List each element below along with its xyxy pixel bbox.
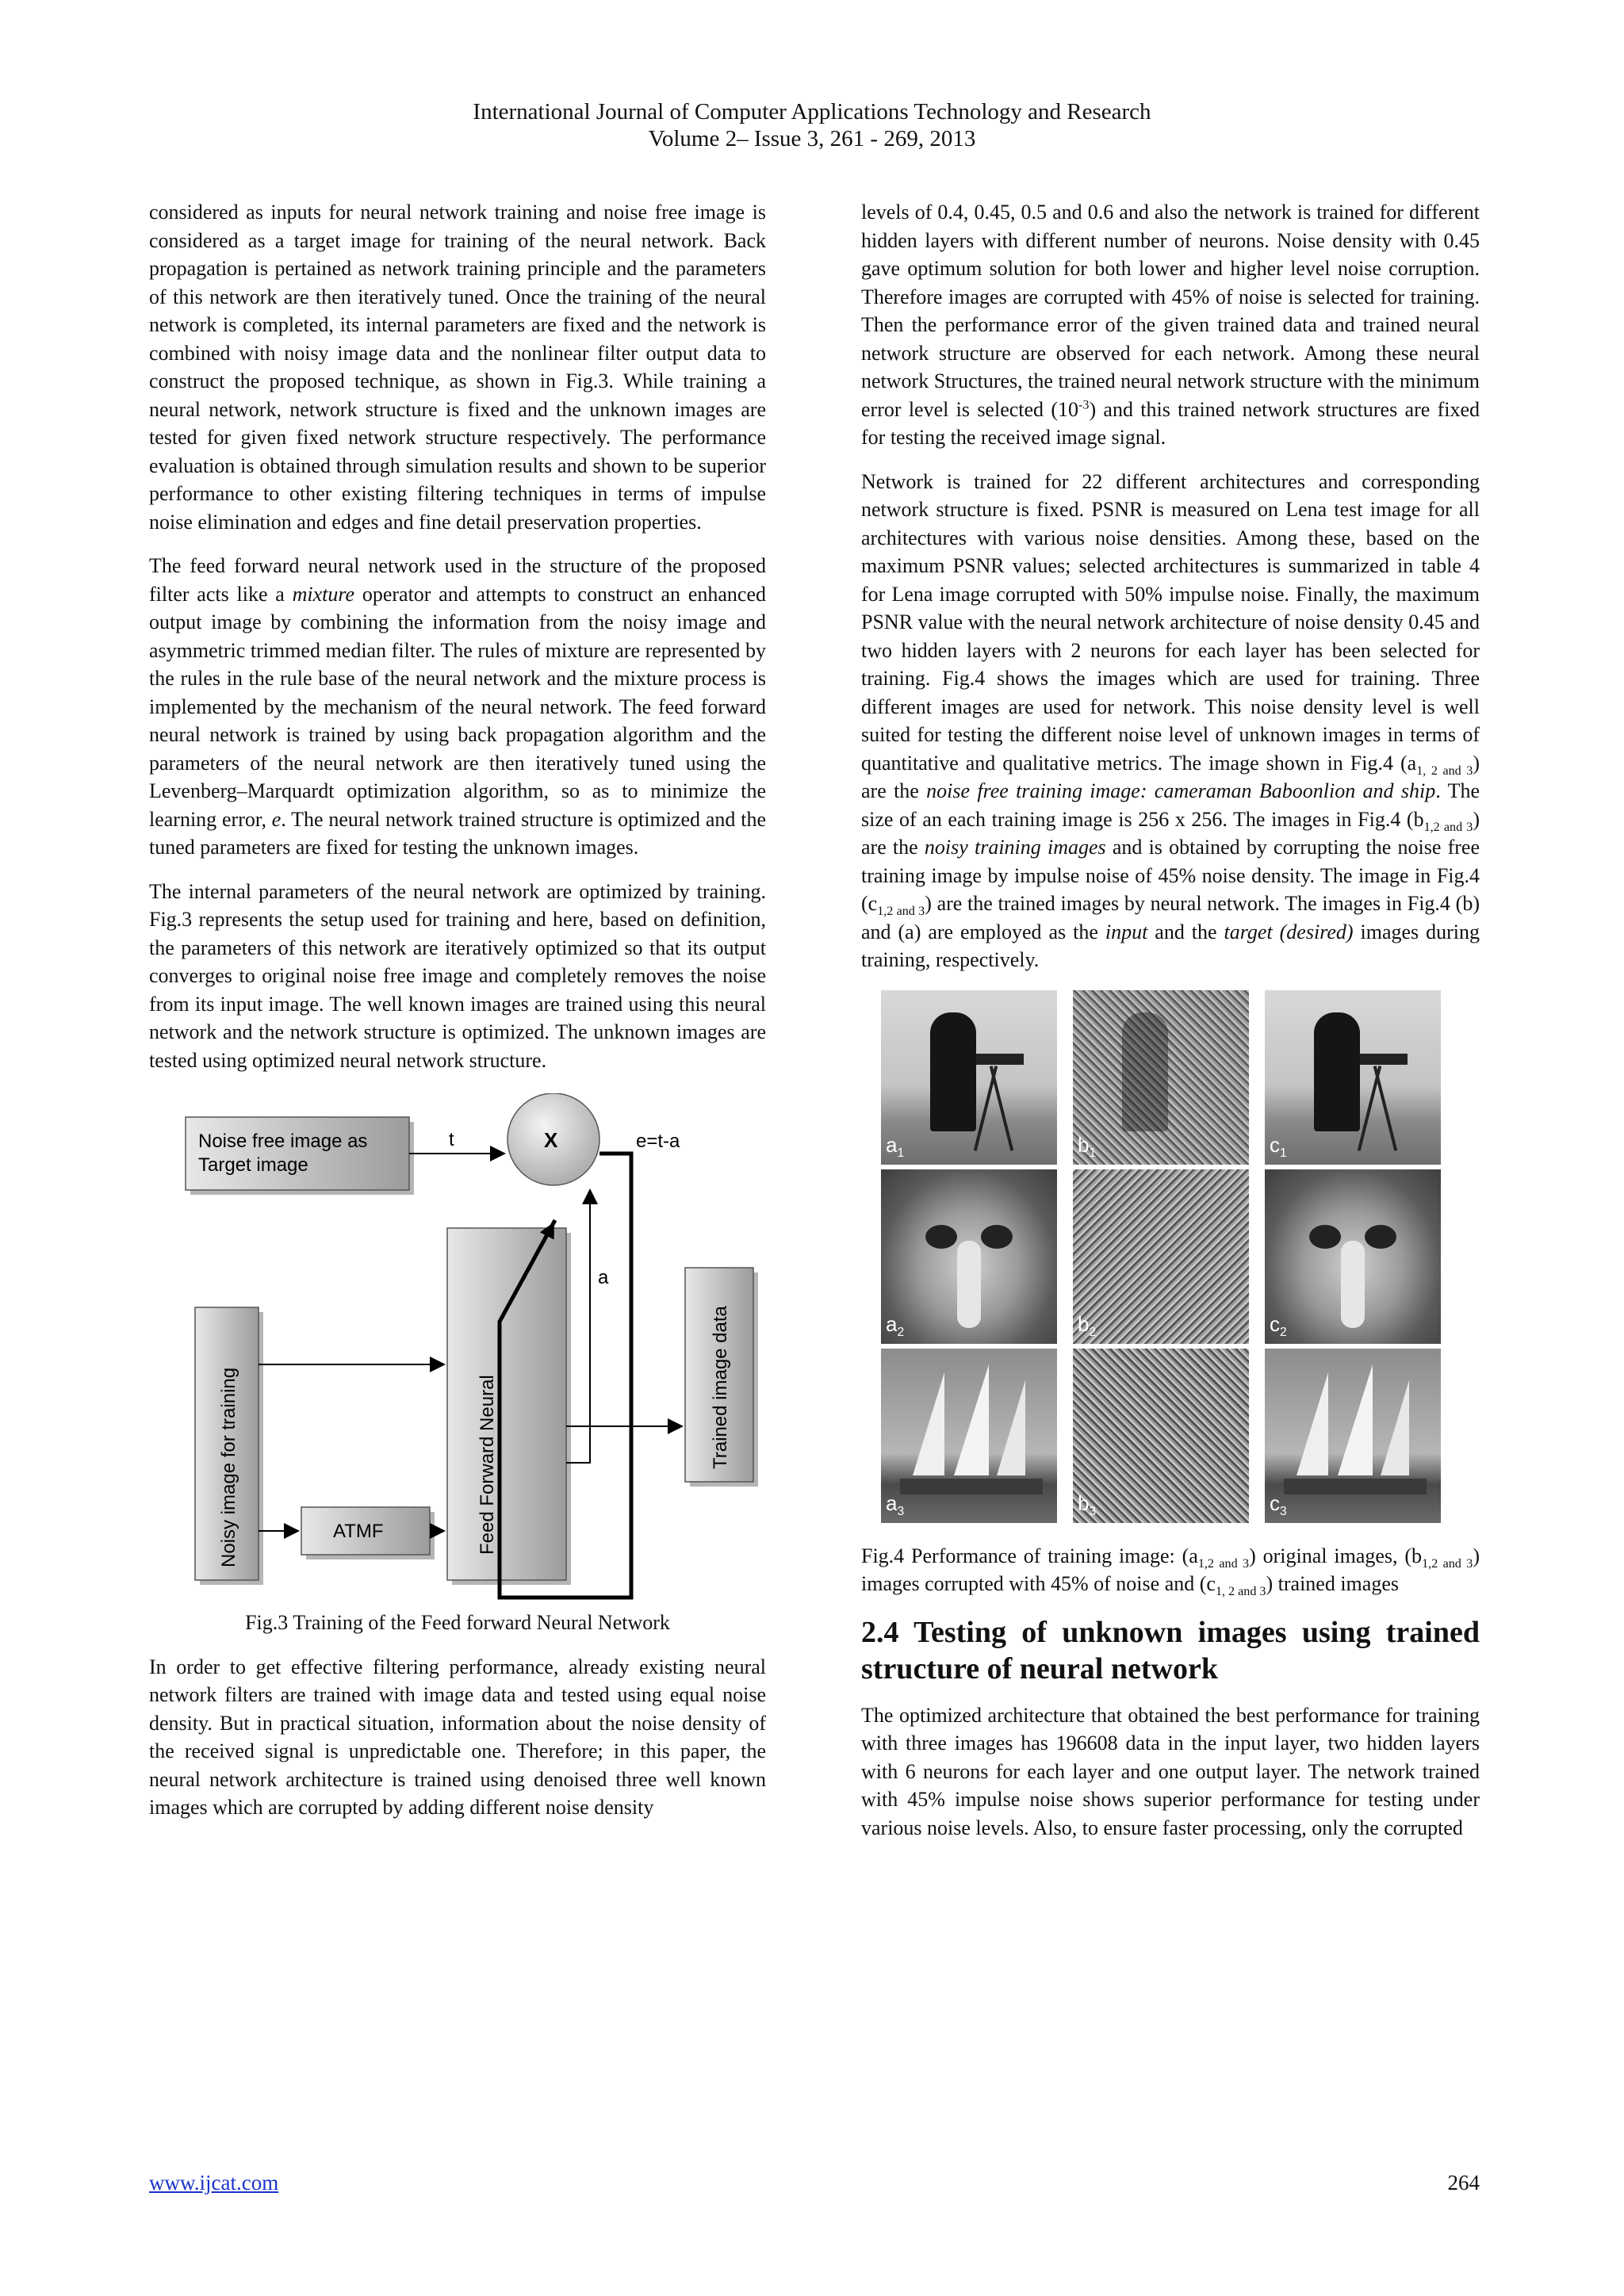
journal-link[interactable]: www.ijcat.com bbox=[149, 2171, 279, 2195]
left-paragraph-4: In order to get effective filtering performance, already existing neural network filters are trained with image data and tested using equal noise density. But in practical situation, information about the noise density of the received signal is unpredictable one. Therefore; in this paper, the neural network architecture is trained using denoised three well known images which are corrupted by adding different noise density bbox=[149, 1655, 766, 1819]
fig3-svg bbox=[149, 1093, 766, 1601]
target-box bbox=[186, 1117, 409, 1190]
label-a1: $a_1$ bbox=[886, 1133, 905, 1161]
photo-a3 bbox=[881, 1349, 1057, 1523]
ffn-label: Feed Forward Neural bbox=[477, 1375, 498, 1555]
photo-a2 bbox=[881, 1169, 1057, 1344]
atmf-label: ATMF bbox=[333, 1521, 384, 1542]
photo-b2 bbox=[1073, 1169, 1249, 1344]
label-b3: $b_3$ bbox=[1078, 1491, 1097, 1519]
ffn-box bbox=[447, 1228, 566, 1580]
label-a2: $a_2$ bbox=[886, 1312, 905, 1340]
label-c2: $c_2$ bbox=[1270, 1312, 1287, 1340]
photo-b3 bbox=[1073, 1349, 1249, 1523]
page-number: 264 bbox=[1447, 2171, 1480, 2195]
right-paragraph-3: The optimized architecture that obtained the best performance for training with three images has 196608 data in the input layer, two hidden layers with 6 neurons for each layer and one output layer. The network trained with 45% impulse noise shows superior performance for testing under various noise levels. Also, to ensure faster processing, only the corrupted bbox=[861, 1703, 1480, 1839]
photo-a1 bbox=[881, 990, 1057, 1165]
label-c3: $c_3$ bbox=[1270, 1491, 1287, 1519]
right-column bbox=[861, 198, 1480, 1858]
target-label-1: Noise free image as bbox=[198, 1131, 368, 1152]
label-a3: $a_3$ bbox=[886, 1491, 905, 1519]
a-label: a bbox=[598, 1267, 609, 1288]
error-label: e=t-a bbox=[636, 1131, 680, 1152]
left-paragraph-1: considered as inputs for neural network training and noise free image is considered as a target image for training of the neural network. Back propagation is pertained as network training principle and the parameters of this network are then iteratively tuned. Once the training of the neural network is completed, its internal parameters are fixed and the network is combined with noisy image data and the nonlinear filter output data to construct the proposed technique, as shown in Fig.3. While training a neural network, network structure is fixed and the unknown images are tested for given fixed network structure respectively. The performance evaluation is obtained through simulation results and shown to be superior performance to other existing filtering techniques in terms of impulse noise elimination and edges and fine detail preservation properties. bbox=[149, 201, 766, 534]
fig4-image-grid bbox=[881, 990, 1460, 1523]
fig3-caption: Fig.3 Training of the Feed forward Neural Network bbox=[245, 1611, 670, 1634]
label-c1: $c_1$ bbox=[1270, 1133, 1287, 1161]
label-b1: $b_1$ bbox=[1078, 1133, 1097, 1161]
target-label-2: Target image bbox=[198, 1154, 308, 1176]
page-header bbox=[0, 98, 1624, 152]
t-label: t bbox=[449, 1129, 454, 1150]
left-paragraph-3: The internal parameters of the neural network are optimized by training. Fig.3 represents the setup used for training and here, based on definition, the parameters of this network are iteratively optimized so that its output converges to original noise free image and completely removes the noise from its input image. The well known images are trained using this neural network and the network structure is optimized. The unknown images are tested using optimized neural network structure. bbox=[149, 879, 766, 1072]
photo-c3 bbox=[1265, 1349, 1441, 1523]
trained-label: Trained image data bbox=[710, 1306, 731, 1469]
noisy-label: Noisy image for training bbox=[218, 1367, 239, 1567]
journal-volume: Volume 2– Issue 3, 261 - 269, 2013 bbox=[648, 126, 976, 151]
left-column bbox=[149, 198, 766, 1838]
page-footer bbox=[149, 2171, 1480, 2195]
left-paragraph-2: The feed forward neural network used in the structure of the proposed filter acts like a mixture operator and attempts to construct an enhanced output image by combining the information from the noisy image and asymmetric trimmed median filter. The rules of mixture are represented by the rules in the rule base of the neural network and the mixture process is implemented by the mechanism of the neural network. The feed forward neural network is trained by using back propagation algorithm and the parameters of the neural network are then iteratively tuned using the Levenberg–Marquardt optimization algorithm, so as to minimize the learning error, e. The neural network trained structure is optimized and the tuned parameters are fixed for testing the unknown images. bbox=[149, 554, 766, 859]
photo-c2 bbox=[1265, 1169, 1441, 1344]
photo-b1 bbox=[1073, 990, 1249, 1165]
section-heading: 2.4 Testing of unknown images using trained structure of neural network bbox=[861, 1615, 1480, 1686]
journal-title: International Journal of Computer Applications Technology and Research bbox=[473, 99, 1151, 124]
label-b2: $b_2$ bbox=[1078, 1312, 1097, 1340]
right-paragraph-2: Network is trained for 22 different architectures and corresponding network structure is fixed. PSNR is measured on Lena test image for all architectures with various noise densities. Among these, based on the maximum PSNR values; selected architectures is summarized in table 4 for Lena image corrupted with 50% impulse noise. Finally, the maximum PSNR value with the neural network architecture of noise density 0.45 and two hidden layers with 2 neurons for each layer has been selected for training. Fig.4 shows the images which are used for training. Three different images are used for network. This noise density level is well suited for testing the different noise level of unknown images in terms of quantitative and qualitative metrics. The image shown in Fig.4 $(a_{1, 2 and 3})$ are the noise free training image: cameraman Baboonlion and ship. The size of an each training image is 256 x 256. The images in Fig.4 $(b_{1,2 and 3})$ are the noisy training images and is obtained by corrupting the noise free training image by impulse noise of 45% noise density. The image in Fig.4 $(c_{1,2 and 3})$ are the trained images by neural network. The images in Fig.4 (b) and (a) are employed as the input and the target (desired) images during training, respectively. bbox=[861, 469, 1480, 971]
fig3-diagram bbox=[149, 1093, 766, 1601]
x-label: X bbox=[544, 1128, 558, 1152]
fig4-caption: Fig.4 Performance of training image: $(a_{1,2 and 3})$ original images, $(b_{1,2 and 3})$ images corrupted with 45% of noise and $(c_{1, 2 and 3})$ trained images bbox=[861, 1544, 1480, 1599]
right-paragraph-1: levels of 0.4, 0.45, 0.5 and 0.6 and also the network is trained for different hidden layers with different number of neurons. Noise density with 0.45 gave optimum solution for both lower and higher level noise corruption. Therefore images are corrupted with 45% of noise is selected for training. Then the performance error of the given trained data and trained neural network structure are observed for each network. Among these neural network Structures, the trained neural network structure with the minimum error level is selected $(10^{-3})$ and this trained network structures are fixed for testing the received image signal. bbox=[861, 201, 1480, 449]
photo-c1 bbox=[1265, 990, 1441, 1165]
